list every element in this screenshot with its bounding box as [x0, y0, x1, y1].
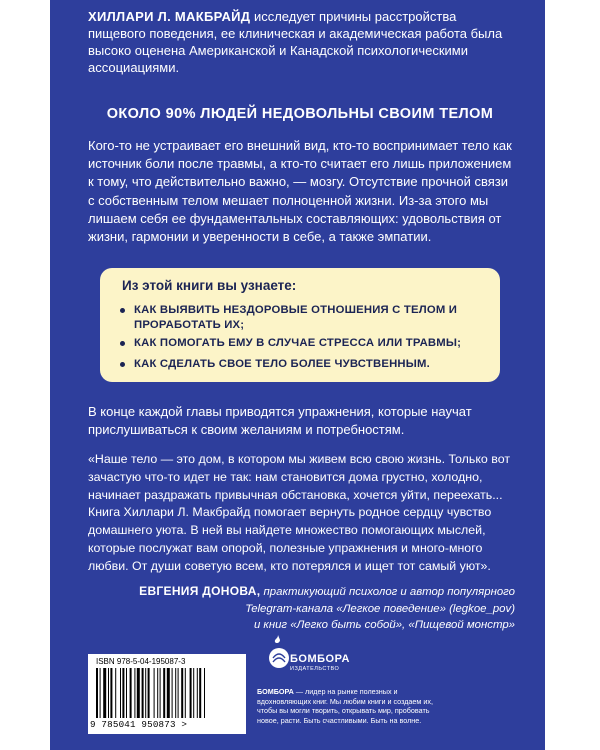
learnings-box: [100, 268, 500, 382]
back-cover: [50, 0, 545, 750]
learning-item: КАК СДЕЛАТЬ СВОЕ ТЕЛО БОЛЕЕ ЧУВСТВЕННЫМ.: [120, 357, 495, 372]
review-quote: «Наше тело — это дом, в котором мы живем всю свою жизнь. Только вот зачастую что-то идет не так: нам становится дома грустно, холодно, начинает раздражать привычная обстановка, хочется уйти, переехать... Книга Хиллари Л. Макбрайд помогает вернуть родное сердцу чувство домашнего уюта. В ней вы найдете множество помогающих мыслей, которые послужат вам опорой, полезные упражнения и много-много любви. От души советую всем, кто потерялся и ищет тот самый уют».: [88, 452, 510, 573]
learning-item: КАК ПОМОГАТЬ ЕМУ В СЛУЧАЕ СТРЕССА ИЛИ ТРАВМЫ;: [120, 336, 495, 351]
reviewer-name: ЕВГЕНИЯ ДОНОВА,: [139, 584, 261, 598]
description-paragraph: Кого-то не устраивает его внешний вид, кто-то воспринимает тело как источник боли после травмы, а кто-то считает его лишь приложением к тому, что действительно важно, — мозгу. Отсутствие прочной связи с собственным телом мешает полноценной жизни. Из-за этого мы лишаем себя ее фундаментальных составляющих: удовольствия от жизни, гармонии и уверенности в себе, а также эмпатии.: [88, 138, 512, 245]
learning-item: КАК ВЫЯВИТЬ НЕЗДОРОВЫЕ ОТНОШЕНИЯ С ТЕЛОМ И ПРОРАБОТАТЬ ИХ;: [120, 303, 495, 333]
barcode-icon: [96, 668, 238, 718]
author-intro-text: исследует причины расстройства пищевого поведения, ее клиническая и академическая работа была высоко оценена Американской и Канадской психологическими ассоциациями.: [88, 9, 503, 75]
author-name: ХИЛЛАРИ Л. МАКБРАЙД: [88, 9, 251, 24]
isbn-label: ISBN 978-5-04-195087-3: [96, 657, 186, 666]
bullet-dot-icon: [120, 362, 125, 367]
barcode-digits: 9 785041 950873 >: [90, 719, 188, 730]
learnings-title: Из этой книги вы узнаете:: [122, 278, 297, 293]
bullet-dot-icon: [120, 341, 125, 346]
publisher-description: БОМБОРА — лидер на рынке полезных и вдохновляющих книг. Мы любим книги и создаем их, чтобы вы могли творить, открывать мир, пробовать новое, расти. Быть счастливыми. Быть на волне.: [257, 687, 433, 725]
headline: ОКОЛО 90% ЛЮДЕЙ НЕДОВОЛЬНЫ СВОИМ ТЕЛОМ: [106, 106, 494, 122]
publisher-name: БОМБОРА: [257, 687, 294, 696]
reviewer-role: практикующий психолог и автор популярного: [260, 586, 515, 598]
quote-attribution: [95, 583, 515, 634]
publisher-logo-text: БОМБОРА: [290, 653, 350, 665]
publisher-logo-sub: ИЗДАТЕЛЬСТВО: [290, 666, 340, 672]
reviewer-channel: Telegram-канала «Легкое поведение» (legkoe_pov): [245, 602, 515, 615]
exercises-paragraph: В конце каждой главы приводятся упражнения, которые научат прислушиваться к своим желаниям и потребностям.: [88, 404, 472, 437]
bombora-logo-icon: [268, 633, 290, 671]
bullet-dot-icon: [120, 308, 125, 313]
author-intro: [88, 8, 512, 76]
barcode-panel: [88, 654, 246, 734]
reviewer-books: и книг «Легко быть собой», «Пищевой монстр»: [253, 619, 515, 631]
